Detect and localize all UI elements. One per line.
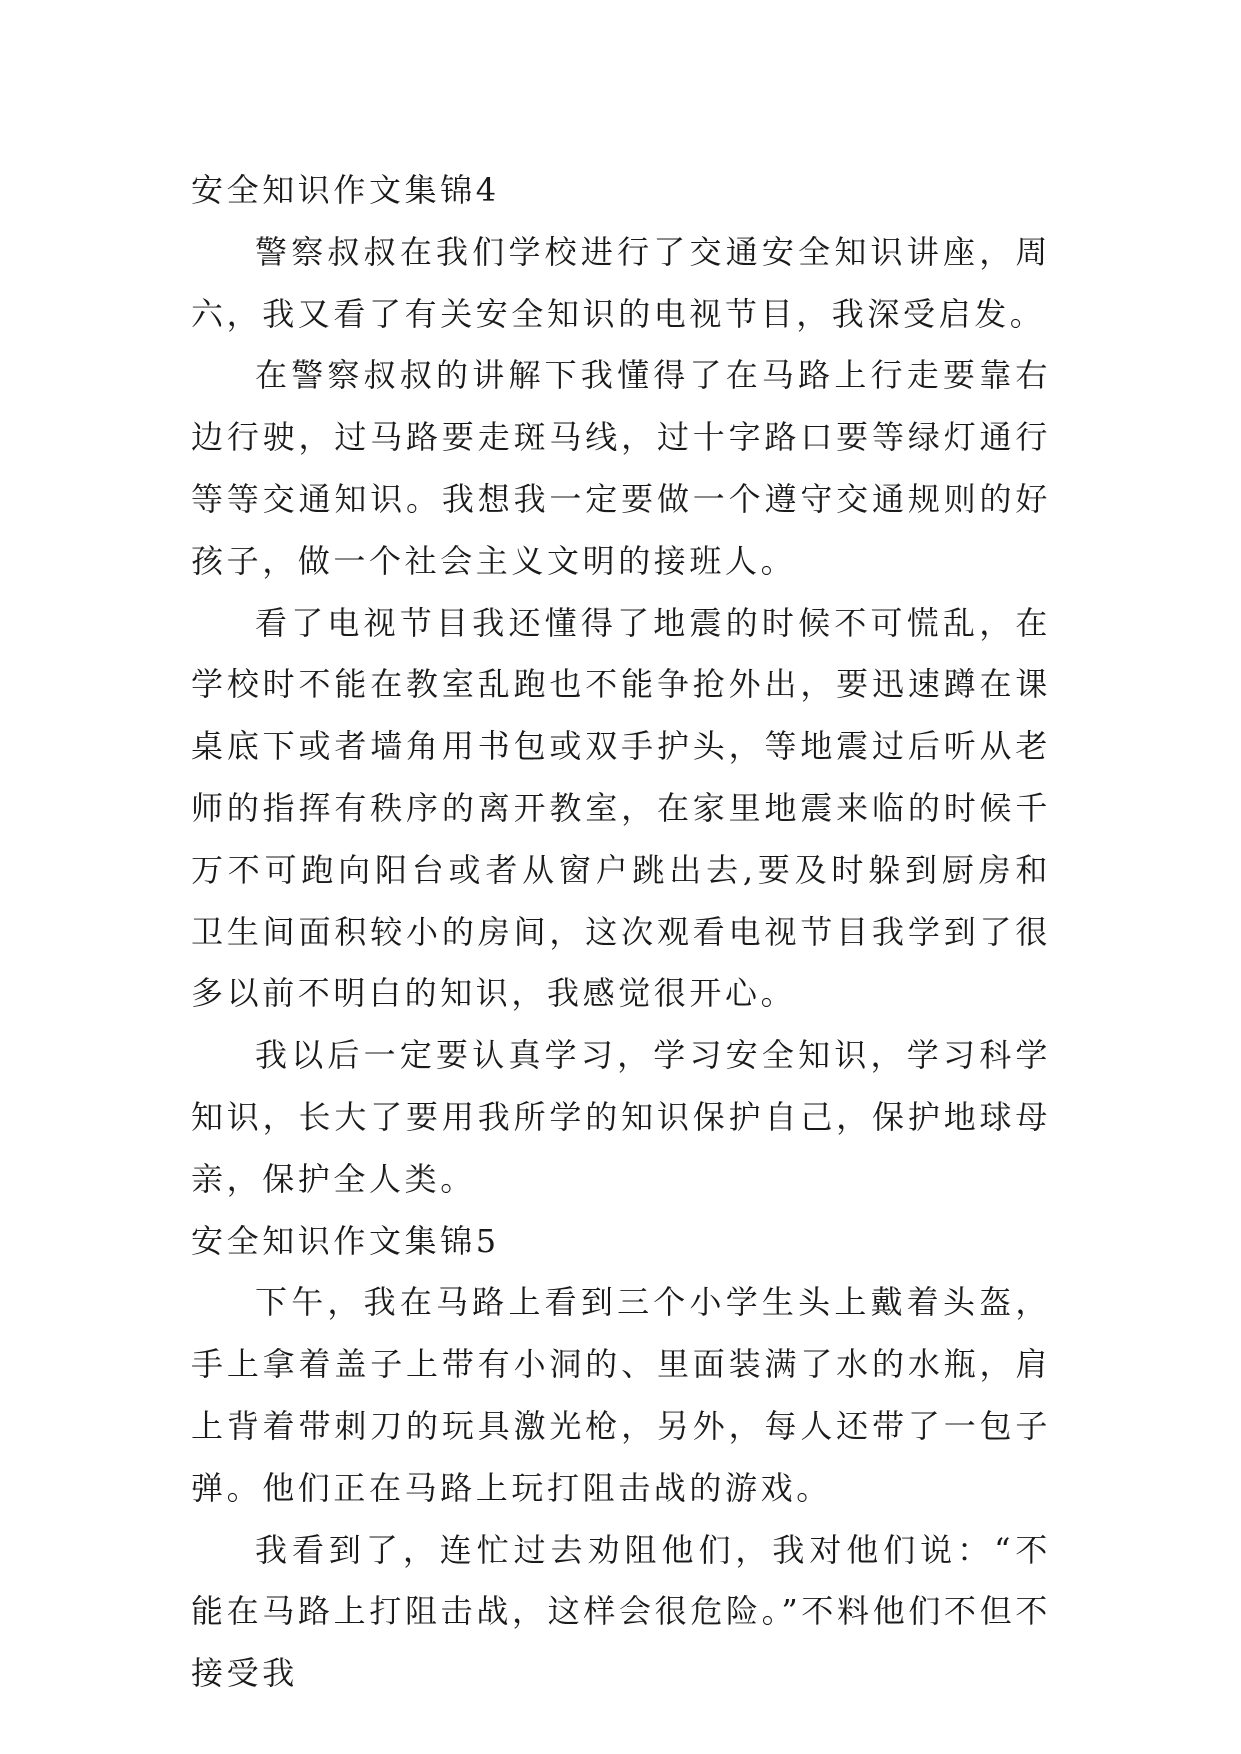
paragraph: 看了电视节目我还懂得了地震的时候不可慌乱，在学校时不能在教室乱跑也不能争抢外出，要迅速蹲在课桌底下或者墙角用书包或双手护头，等地震过后听从老师的指挥有秩序的离开教室，在家里地震来临的时候千万不可跑向阳台或者从窗户跳出去,要及时躲到厨房和卫生间面积较小的房间，这次观看电视节目我学到了很多以前不明白的知识，我感觉很开心。 [191,603,1051,1013]
paragraph: 我看到了，连忙过去劝阻他们，我对他们说：“不能在马路上打阻击战，这样会很危险。”不料他们不但不接受我 [191,1530,1051,1693]
section-heading: 安全知识作文集锦4 [191,171,500,209]
document-body [191,160,1051,1705]
paragraph: 在警察叔叔的讲解下我懂得了在马路上行走要靠右边行驶，过马路要走斑马线，过十字路口要等绿灯通行等等交通知识。我想我一定要做一个遵守交通规则的好孩子，做一个社会主义文明的接班人。 [191,356,1051,580]
paragraph: 下午，我在马路上看到三个小学生头上戴着头盔，手上拿着盖子上带有小洞的、里面装满了水的水瓶，肩上背着带刺刀的玩具激光枪，另外，每人还带了一包子弹。他们正在马路上玩打阻击战的游戏。 [191,1283,1051,1507]
paragraph: 我以后一定要认真学习，学习安全知识，学习科学知识，长大了要用我所学的知识保护自己，保护地球母亲，保护全人类。 [191,1036,1051,1198]
section-heading: 安全知识作文集锦5 [191,1221,500,1260]
paragraph: 警察叔叔在我们学校进行了交通安全知识讲座，周六，我又看了有关安全知识的电视节目，我深受启发。 [191,232,1051,333]
